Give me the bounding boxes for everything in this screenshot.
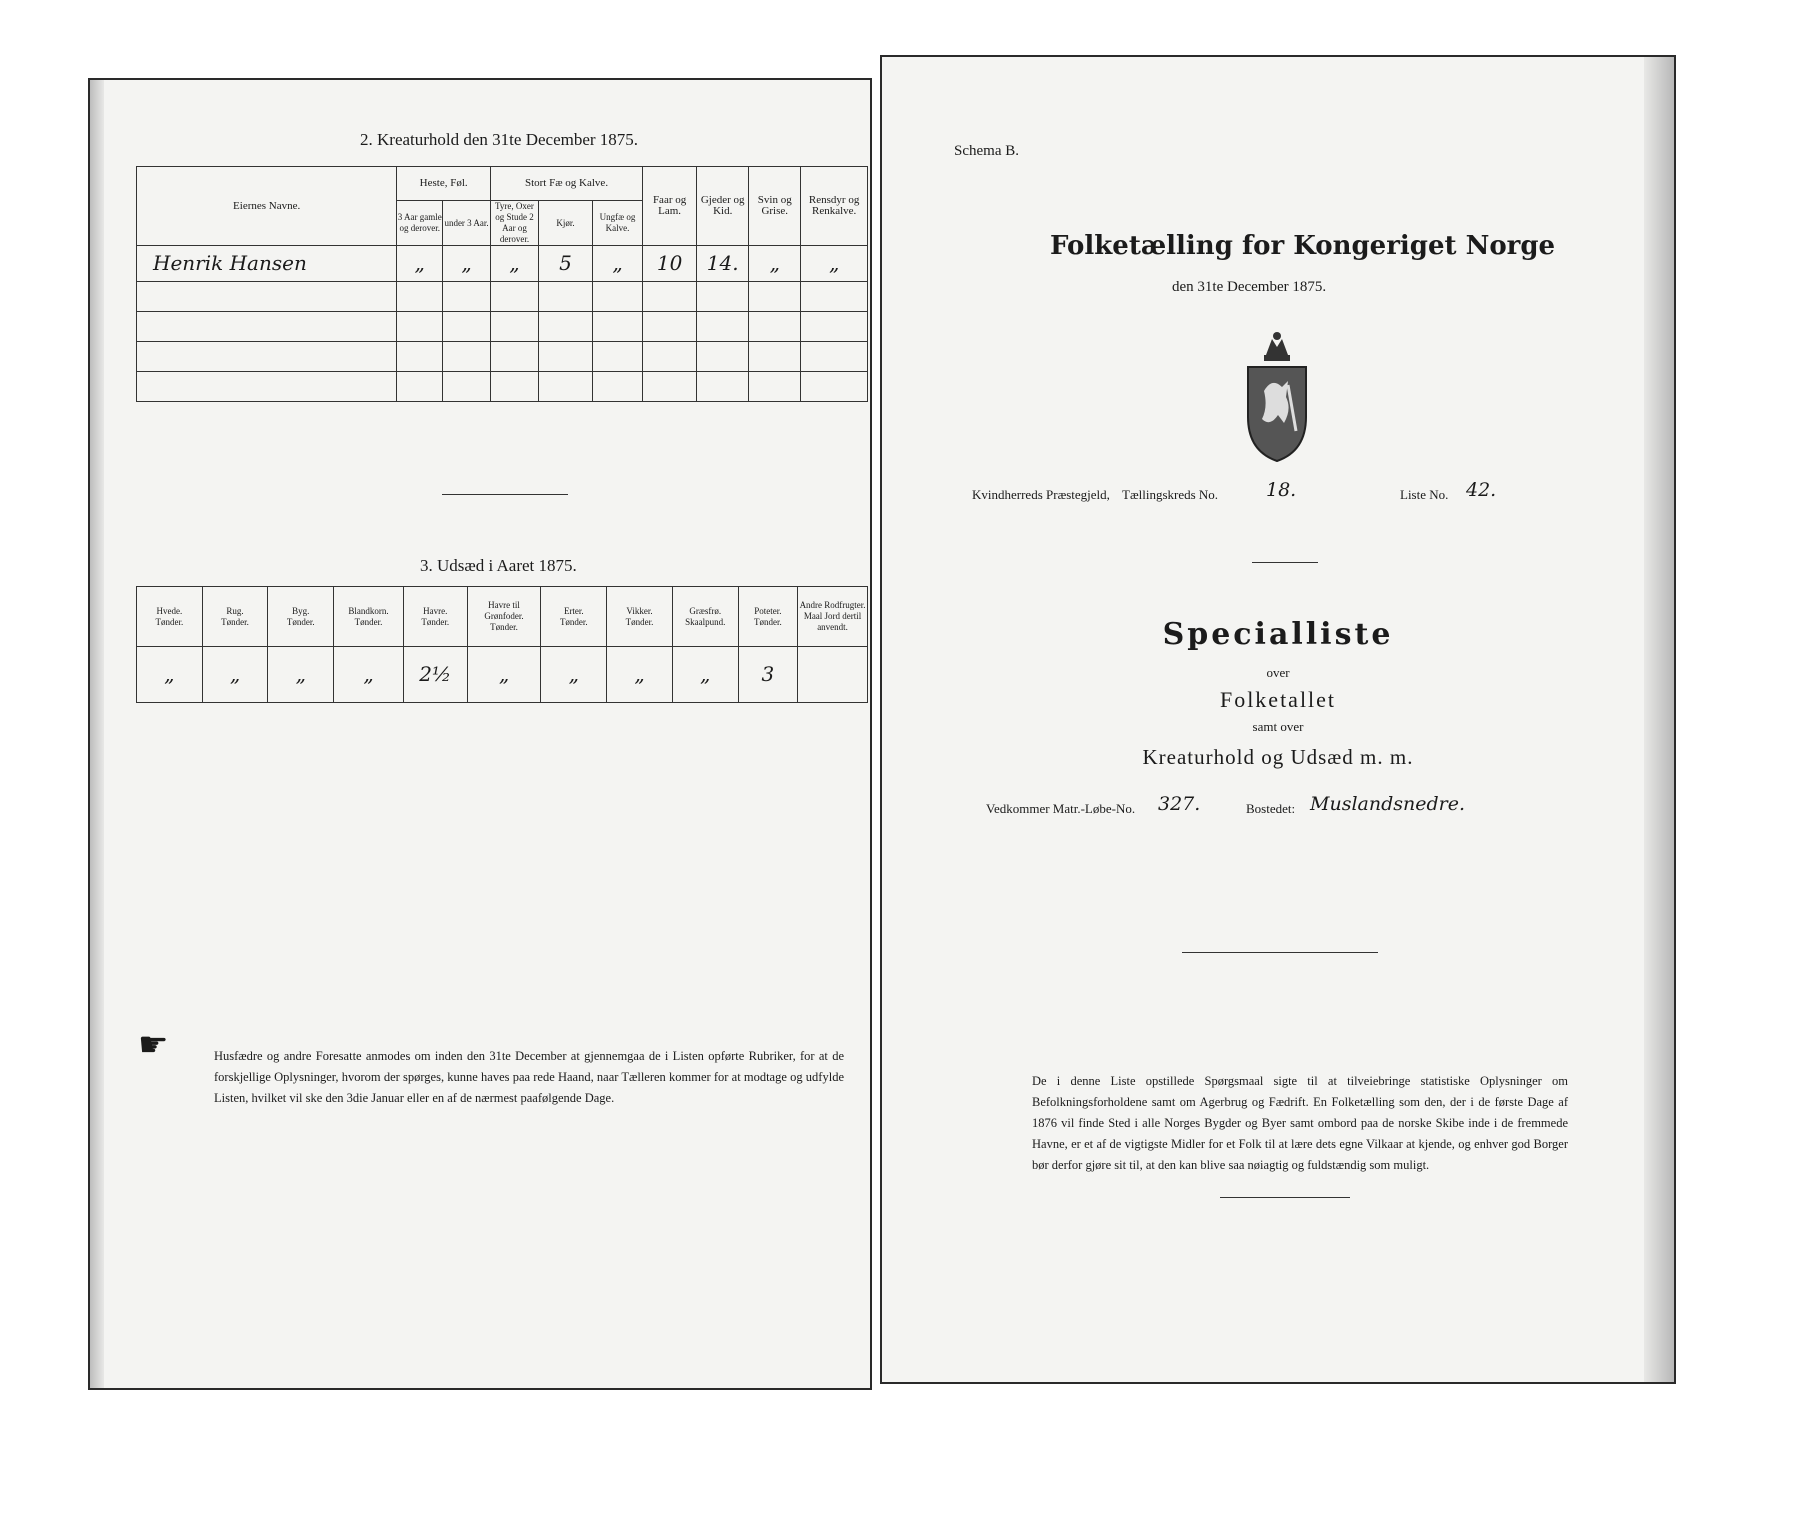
vikker-header: Vikker. Tønder.: [607, 587, 673, 647]
table-cell: „: [749, 246, 801, 282]
divider: [442, 494, 568, 495]
rodfrugter-header: Andre Rodfrugter. Maal Jord dertil anvendt.: [798, 587, 868, 647]
graesfro-header: Græsfrø. Skaalpund.: [672, 587, 738, 647]
table-cell: 2½: [403, 647, 467, 703]
erter-header: Erter. Tønder.: [541, 587, 607, 647]
byg-header: Byg. Tønder.: [268, 587, 334, 647]
divider: [1182, 952, 1378, 953]
coat-of-arms-icon: [1242, 331, 1312, 465]
owner-cell: Henrik Hansen: [137, 246, 397, 282]
table-cell: 5: [538, 246, 592, 282]
over-text: over: [1266, 665, 1290, 680]
table-cell: „: [202, 647, 268, 703]
section3-title: 3. Udsæd i Aaret 1875.: [420, 556, 577, 575]
left-page: [88, 78, 872, 1390]
heste-header: Heste, Føl.: [397, 167, 491, 201]
footnote-text: Husfædre og andre Foresatte anmodes om inden den 31te December at gjennemgaa de i Listen opførte Rubriker, for at de forskjellige Oplysninger, hvorom der spørges, kunne haves paa rede Haand, naar Tælleren kommer for at modtage og udfylde Listen, hvilket vil ske den 3die Januar eller en af de nærmest paafølgende Dage.: [214, 1049, 844, 1105]
kreaturhold-table: [136, 166, 868, 402]
havre-gronfoder-header: Havre til Grønfoder. Tønder.: [467, 587, 541, 647]
pointing-hand-icon: ☛: [138, 1025, 169, 1065]
table-cell: „: [801, 246, 868, 282]
faar-header: Faar og Lam.: [643, 167, 697, 246]
main-title: Folketælling for Kongeriget Norge: [1050, 231, 1556, 261]
ungfae-header: Ungfæ og Kalve.: [593, 201, 643, 246]
right-page: [880, 55, 1676, 1384]
table-cell: [798, 647, 868, 703]
table-cell: 14.: [697, 246, 749, 282]
table-row: [137, 312, 868, 342]
heste-under3-header: under 3 Aar.: [443, 201, 491, 246]
gjeder-header: Gjeder og Kid.: [697, 167, 749, 246]
kreaturhold-text: Kreaturhold og Udsæd m. m.: [1142, 745, 1414, 769]
page-edge-shadow: [90, 80, 104, 1388]
kjor-header: Kjør.: [538, 201, 592, 246]
table-row: [137, 647, 868, 703]
special-title: Specialliste: [1162, 617, 1394, 652]
owner-header: Eiernes Navne.: [137, 167, 397, 246]
poteter-header: Poteter. Tønder.: [738, 587, 798, 647]
table-row: [137, 282, 868, 312]
table-cell: 10: [643, 246, 697, 282]
rug-header: Rug. Tønder.: [202, 587, 268, 647]
table-cell: „: [397, 246, 443, 282]
prestegjeld-label: Kvindherreds Præstegjeld,: [972, 487, 1110, 502]
heste-3aar-header: 3 Aar gamle og derover.: [397, 201, 443, 246]
rensdyr-header: Rensdyr og Renkalve.: [801, 167, 868, 246]
udsaed-table: [136, 586, 868, 703]
stort-fae-header: Stort Fæ og Kalve.: [491, 167, 643, 201]
table-cell: „: [672, 647, 738, 703]
matr-label: Vedkommer Matr.-Løbe-No.: [986, 801, 1136, 816]
liste-label: Liste No.: [1400, 487, 1449, 502]
samt-over-text: samt over: [1252, 719, 1304, 734]
hvede-header: Hvede. Tønder.: [137, 587, 203, 647]
table-row: [137, 372, 868, 402]
section2-title: 2. Kreaturhold den 31te December 1875.: [360, 130, 639, 149]
bostedet-value: Muslandsnedre.: [1310, 793, 1466, 815]
havre-header: Havre. Tønder.: [403, 587, 467, 647]
folketallet-text: Folketallet: [1219, 687, 1337, 712]
table-cell: „: [443, 246, 491, 282]
divider: [1220, 1197, 1350, 1198]
blandkorn-header: Blandkorn. Tønder.: [334, 587, 404, 647]
matr-value: 327.: [1158, 793, 1201, 815]
table-cell: „: [491, 246, 539, 282]
table-cell: „: [467, 647, 541, 703]
table-cell: „: [334, 647, 404, 703]
liste-value: 42.: [1466, 479, 1497, 501]
table-cell: „: [593, 246, 643, 282]
kreds-label: Tællingskreds No.: [1122, 487, 1219, 502]
kreds-value: 18.: [1266, 479, 1297, 501]
tyre-header: Tyre, Oxer og Stude 2 Aar og derover.: [491, 201, 539, 246]
table-cell: 3: [738, 647, 798, 703]
divider: [1252, 562, 1318, 563]
intro-paragraph: De i denne Liste opstillede Spørgsmaal sigte til at tilveiebringe statistiske Oplysninger om Befolkningsforholdene samt om Agerbrug og Fædrift. En Folketælling som den, der i de første Dage af 1876 vil finde Sted i alle Norges Bygder og Byer samt ombord paa de norske Skibe inde i de fremmede Havne, er et af de vigtigste Midler for et Folk til at lære dets egne Vilkaar at kjende, og enhver god Borger bør derfor gjøre sit til, at den kan blive saa nøiagtig og fuldstændig som muligt.: [1032, 1074, 1568, 1172]
table-cell: „: [137, 647, 203, 703]
bostedet-label: Bostedet:: [1246, 801, 1296, 816]
svin-header: Svin og Grise.: [749, 167, 801, 246]
table-cell: „: [541, 647, 607, 703]
schema-label: Schema B.: [954, 143, 1019, 159]
table-row: [137, 342, 868, 372]
table-cell: „: [268, 647, 334, 703]
date-line: den 31te December 1875.: [1172, 279, 1327, 295]
table-cell: „: [607, 647, 673, 703]
table-row: [137, 246, 868, 282]
